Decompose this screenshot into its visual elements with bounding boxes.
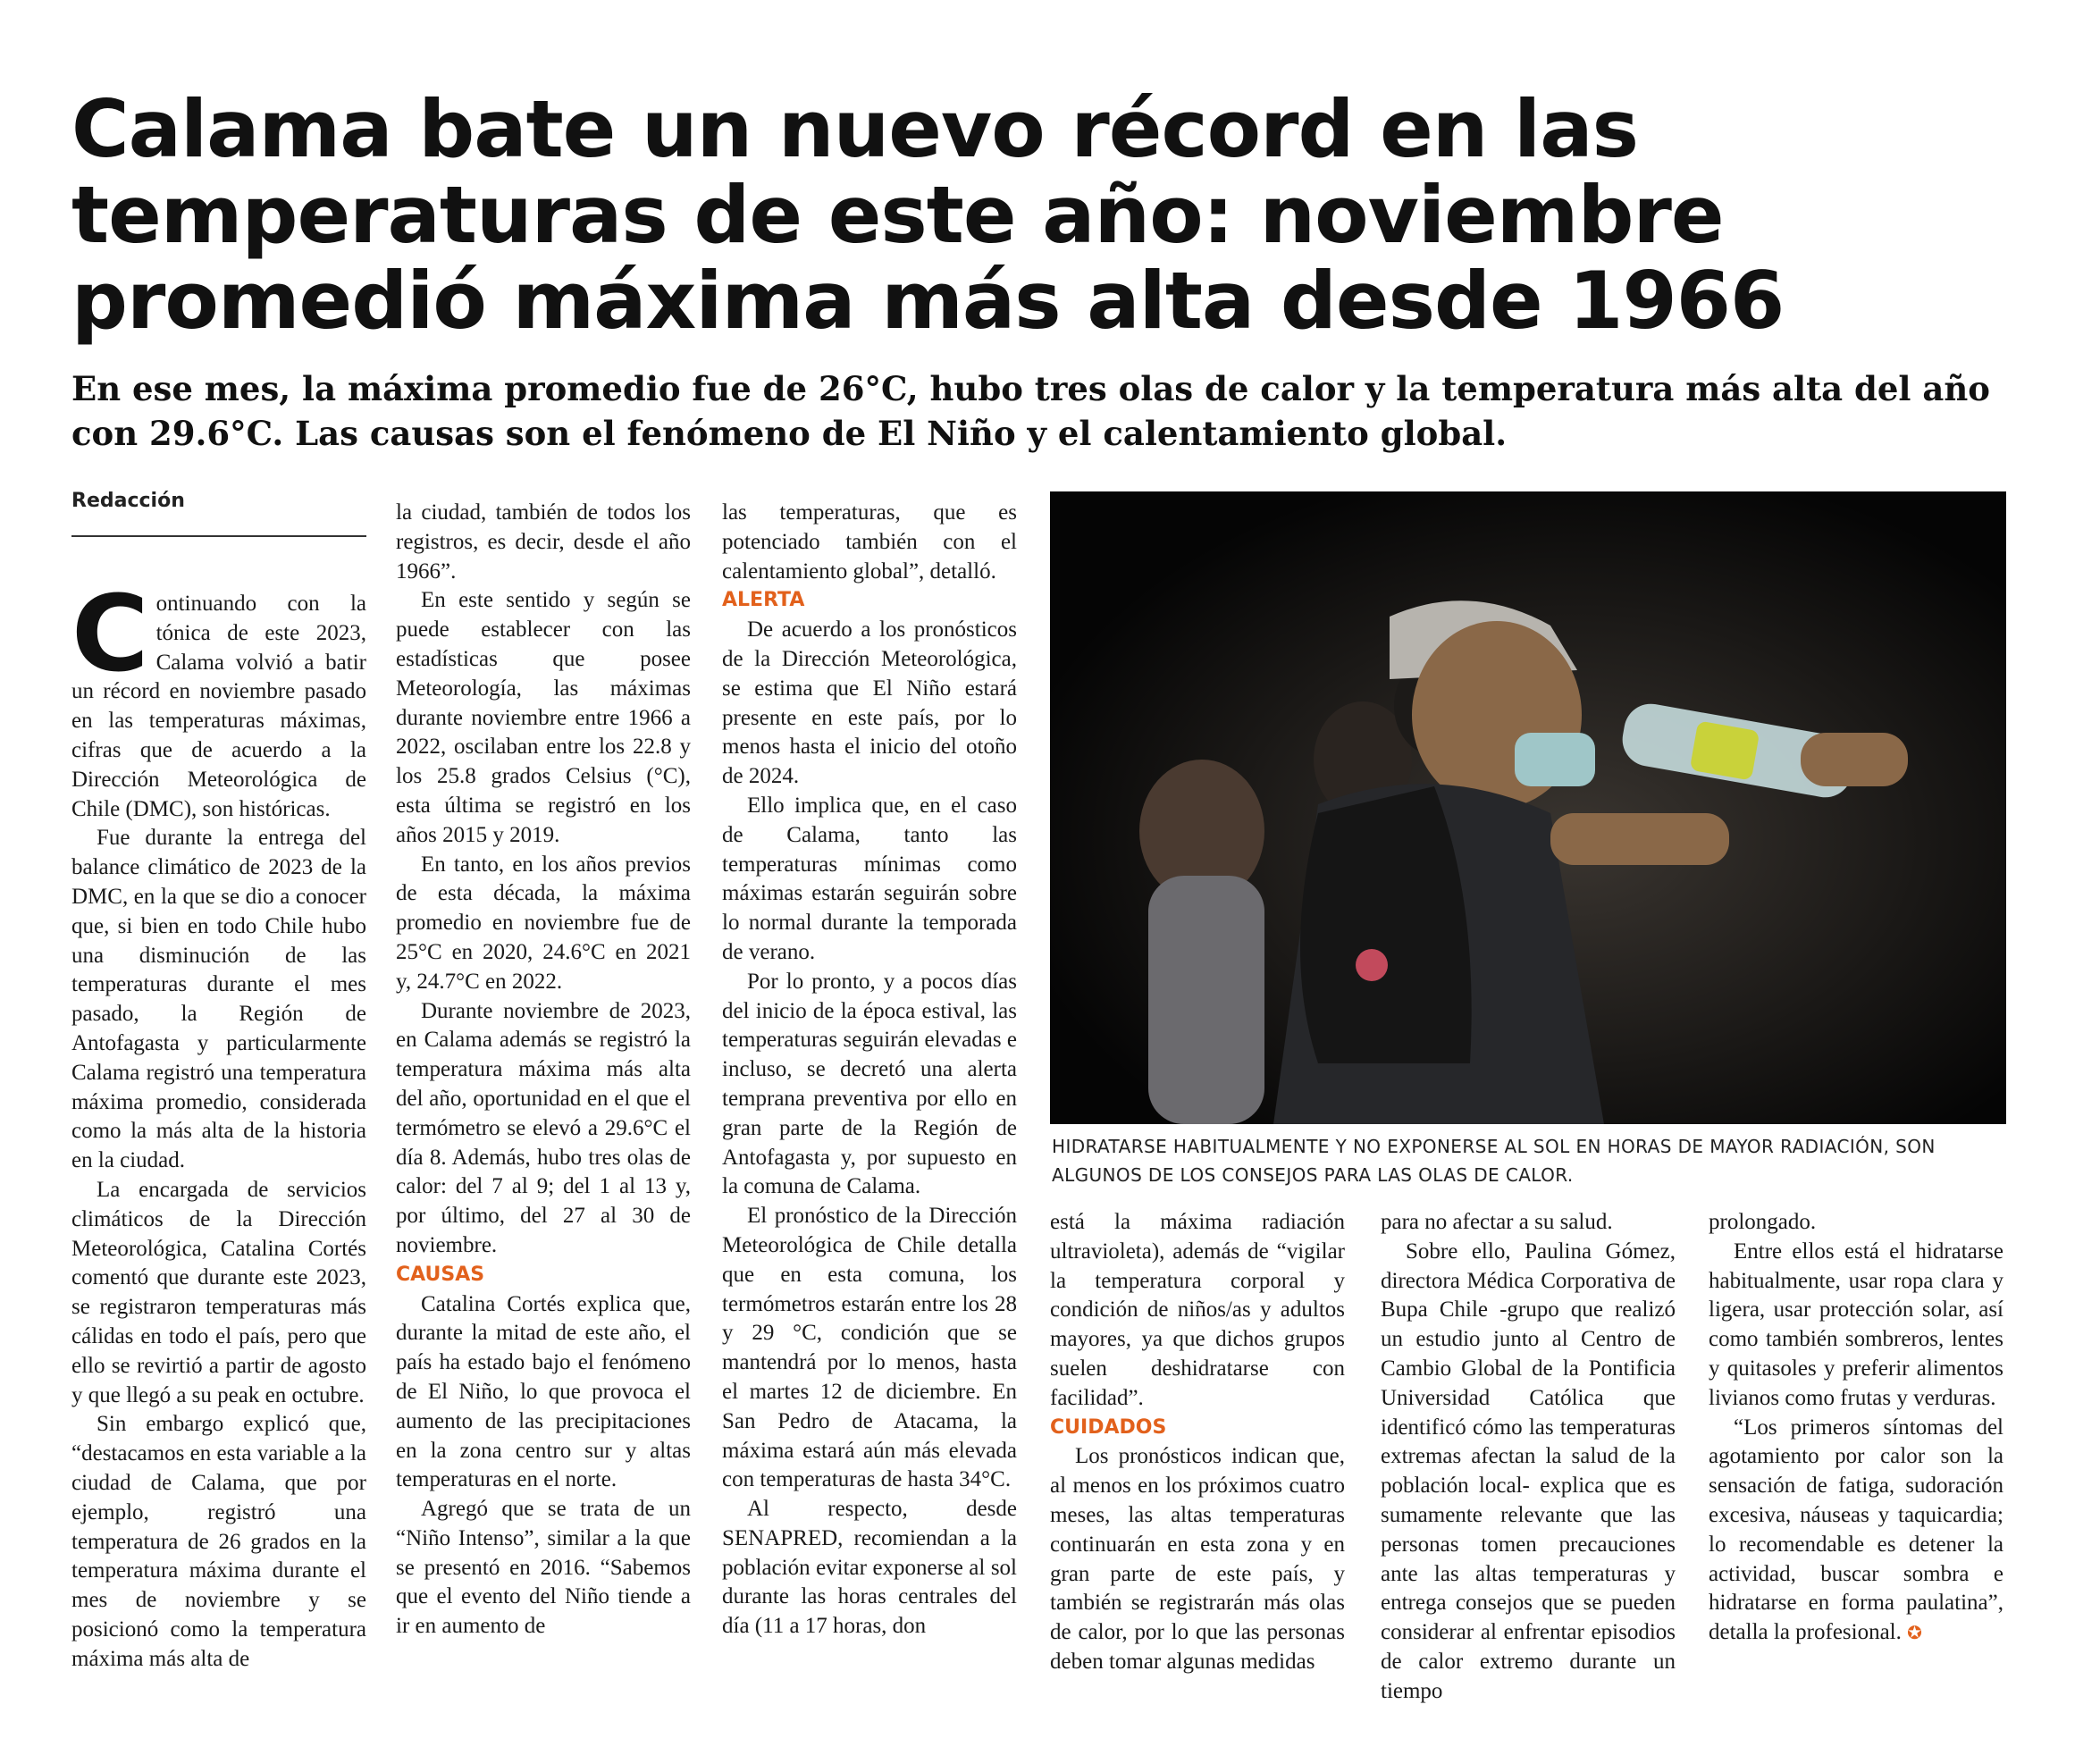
article-column-1	[71, 572, 366, 1674]
paragraph	[71, 572, 366, 824]
headline: Calama bate un nuevo récord en las temperaturas de este año: noviembre promedió máxima más alta desde 1966	[71, 82, 1785, 347]
article-column-3	[722, 499, 1017, 1642]
section-heading-cuidados: CUIDADOS	[1050, 1415, 1167, 1439]
paragraph: Agregó que se trata de un “Niño Intenso”, similar a la que se presentó en 2016. “Sabemos que el evento del Niño tiende a ir en aumento de	[396, 1497, 691, 1639]
section-heading-alerta: ALERTA	[722, 589, 805, 612]
paragraph-text: ontinuando con la tónica de este 2023, Calama volvió a batir un récord en noviembre pasado en las temperaturas máximas, cifras que de acuerdo a la Dirección Meteorológica de Chile (DMC), son históricas.	[71, 592, 366, 821]
paragraph: De acuerdo a los pronósticos de la Dirección Meteorológica, se estima que El Niño estará presente en este país, por lo menos hasta el inicio del otoño de 2024.	[722, 617, 1017, 789]
paragraph: Sobre ello, Paulina Gómez, directora Médica Corporativa de Bupa Chile -grupo que realizó un estudio junto al Centro de Cambio Global de la Pontificia Universidad Católica que identificó cómo las temperaturas extremas afectan la salud de la población local- explica que es sumamente relevante que las personas tomen precauciones ante las altas temperaturas y entrega consejos que se pueden considerar al enfrentar episodios de calor extremo durante un tiempo	[1381, 1239, 1676, 1703]
drop-cap: C	[71, 572, 149, 695]
paragraph: En tanto, en los años previos de esta década, la máxima promedio en noviembre fue de 25°C en 2020, 24.6°C en 2021 y, 24.7°C en 2022.	[396, 852, 691, 994]
paragraph: El pronóstico de la Dirección Meteorológica de Chile detalla que en esta comuna, los termómetros estarán entre los 28 y 29 °C, condición que se mantendrá por lo menos, hasta el martes 12 de diciembre. En San Pedro de Atacama, la máxima estará aún más elevada con temperaturas de hasta 34°C.	[722, 1204, 1017, 1492]
paragraph: Por lo pronto, y a pocos días del inicio de la época estival, las temperaturas seguirán elevadas e incluso, se decretó una alerta temprana preventiva por ello en gran parte de la Región de Antofagasta y, por supuesto en la comuna de Calama.	[722, 969, 1017, 1199]
paragraph: La encargada de servicios climáticos de la Dirección Meteorológica, Catalina Cortés comentó que durante este 2023, se registraron temperaturas más cálidas en todo el país, pero que ello se revirtió a partir de agosto y que llegó a su peak en octubre.	[71, 1177, 366, 1407]
section-heading-causas: CAUSAS	[396, 1263, 485, 1286]
paragraph: para no afectar a su salud.	[1381, 1210, 1613, 1234]
article-column-2	[396, 499, 691, 1642]
paragraph: Al respecto, desde SENAPRED, recomiendan a la población evitar exponerse al sol durante las horas centrales del día (11 a 17 horas, don	[722, 1497, 1017, 1639]
paragraph-text: “Los primeros síntomas del agotamiento por calor son la sensación de fatiga, sudoración excesiva, náuseas y taquicardia; lo recomendable es detener la actividad, buscar sombra e hidratarse en forma paulatina”, detalla la profesional.	[1709, 1415, 2003, 1645]
paragraph: Catalina Cortés explica que, durante la mitad de este año, el país ha estado bajo el fenómeno de El Niño, lo que provoca el aumento de las precipitaciones en la zona centro sur y altas temperaturas en el norte.	[396, 1291, 691, 1492]
paragraph: Durante noviembre de 2023, en Calama además se registró la temperatura máxima más alta del año, oportunidad en el que el termómetro se elevó a 29.6°C el día 8. Además, hubo tres olas de calor: del 7 al 9; del 1 al 13 y, por último, del 27 al 30 de noviembre.	[396, 998, 691, 1257]
photo-caption: HIDRATARSE HABITUALMENTE Y NO EXPONERSE AL SOL EN HORAS DE MAYOR RADIACIÓN, SON ALGUNOS DE LOS CONSEJOS PARA LAS OLAS DE CALOR.	[1052, 1136, 1936, 1186]
photo-illustration	[1050, 491, 2006, 1124]
paragraph: Entre ellos está el hidratarse habitualmente, usar ropa clara y ligera, usar protección solar, así como también sombreros, lentes y quitasoles y preferir alimentos livianos como frutas y verduras.	[1709, 1239, 2003, 1410]
subheadline: En ese mes, la máxima promedio fue de 26°C, hubo tres olas de calor y la temperatura más alta del año con 29.6°C. Las causas son el fenómeno de El Niño y el calentamiento global.	[71, 369, 1990, 453]
article-column-5	[1381, 1208, 1676, 1707]
paragraph: la ciudad, también de todos los registros, es decir, desde el año 1966”.	[396, 500, 691, 584]
paragraph: las temperaturas, que es potenciado también con el calentamiento global”, detalló.	[722, 500, 1017, 584]
article-photo	[1050, 491, 2006, 1124]
paragraph: Sin embargo explicó que, “destacamos en esta variable a la ciudad de Calama, que por ejemplo, registró una temperatura de 26 grados en la temperatura máxima durante el mes de noviembre y se posicionó como la temperatura máxima más alta de	[71, 1412, 366, 1671]
byline: Redacción	[71, 490, 366, 537]
paragraph: prolongado.	[1709, 1210, 1817, 1234]
end-mark-icon: ✪	[1907, 1624, 1922, 1644]
paragraph	[1709, 1414, 2003, 1649]
paragraph: está la máxima radiación ultravioleta), además de “vigilar la temperatura corporal y condición de niños/as y adultos mayores, ya que dichos grupos suelen deshidratarse con facilidad”.	[1050, 1210, 1345, 1410]
paragraph: Ello implica que, en el caso de Calama, tanto las temperaturas mínimas como máximas estarán seguirán sobre lo normal durante la temporada de verano.	[722, 793, 1017, 964]
article-column-4	[1050, 1208, 1345, 1677]
article-column-6	[1709, 1208, 2003, 1649]
paragraph: Los pronósticos indican que, al menos en los próximos cuatro meses, las altas temperaturas continuarán en esta zona y en gran parte de este país, y también se registrarán más olas de calor, por lo que las personas deben tomar algunas medidas	[1050, 1444, 1345, 1674]
paragraph: En este sentido y según se puede establecer con las estadísticas que posee Meteorología, las máximas durante noviembre entre 1966 a 2022, oscilaban entre los 22.8 y los 25.8 grados Celsius (°C), esta última se registró en los años 2015 y 2019.	[396, 588, 691, 847]
paragraph: Fue durante la entrega del balance climático de 2023 de la DMC, en la que se dio a conocer que, si bien en todo Chile hubo una disminución de las temperaturas durante el mes pasado, la Región de Antofagasta y particularmente Calama registró una temperatura máxima promedio, considerada como la más alta de la historia en la ciudad.	[71, 826, 366, 1173]
